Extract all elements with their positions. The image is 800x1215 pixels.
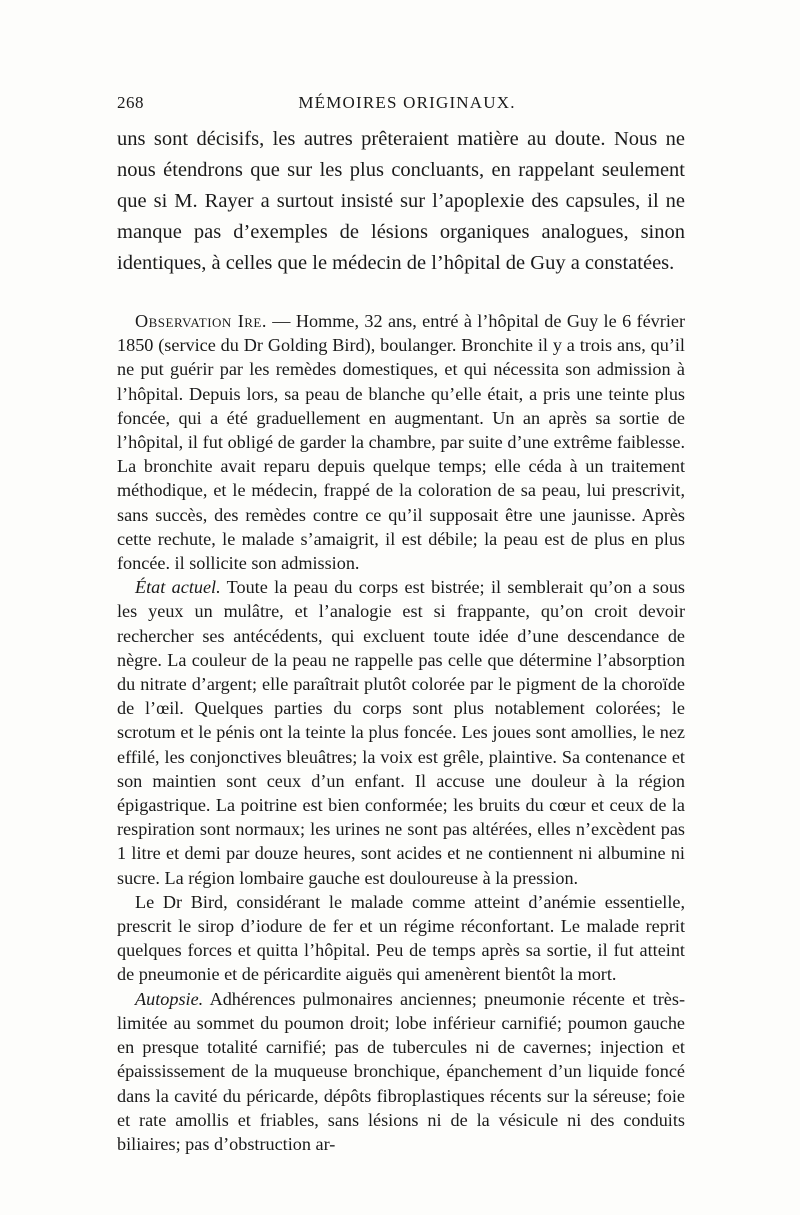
observation-block <box>117 309 685 1156</box>
observation-paragraph-treatment: Le Dr Bird, considérant le malade comme atteint d’anémie essentielle, prescrit le sirop d’iodure de fer et un régime réconfortant. Le malade reprit quelques forces et quitta l’hôpital. Peu de temps après sa sortie, il fut atteint de pneumonie et de péricardite aiguës qui amenèrent bientôt la mort. <box>117 891 685 985</box>
current-state-label: État actuel. <box>135 577 221 598</box>
observation-paragraph-current-state <box>117 575 685 890</box>
observation-paragraph-autopsy <box>117 987 685 1156</box>
current-state-text: Toute la peau du corps est bistrée; il semblerait qu’on a sous les yeux un mulâtre, et l’analogie est si frappante, qu’on croit devoir rechercher ses antécédents, qui excluent toute idée d’une descendance de nègre. La couleur de la peau ne rappelle pas celle que détermine l’absorption du nitrate d’argent; elle paraîtrait plutôt colorée par le pigment de la choroïde de l’œil. Quelques parties du corps sont plus notablement colorées; le scrotum et le pénis ont la teinte la plus foncée. Les joues sont amollies, le nez effilé, les conjonctives bleuâtres; la voix est grêle, plaintive. Sa contenance et son maintien sont ceux d’un enfant. Il accuse une douleur à la région épigastrique. La poitrine est bien conformée; les bruits du cœur et ceux de la respiration sont normaux; les urines ne sont pas altérées, elles n’excèdent pas 1 litre et demi par douze heures, sont acides et ne contiennent ni albumine ni sucre. La région lombaire gauche est douloureuse à la pression. <box>117 577 685 888</box>
autopsy-label: Autopsie. <box>135 988 204 1009</box>
running-title: MÉMOIRES ORIGINAUX. <box>298 93 516 112</box>
observation-history-text: — Homme, 32 ans, entré à l’hôpital de Guy le 6 février 1850 (service du Dr Golding Bird), boulanger. Bronchite il y a trois ans, qu’il ne put guérir par les remèdes domestiques, et qui nécessita son admission à l’hôpital. Depuis lors, sa peau de blanche qu’elle était, a pris une teinte plus foncée, qui a été graduellement en augmentant. Un an après sa sortie de l’hôpital, il fut obligé de garder la chambre, par suite d’une extrême faiblesse. La bronchite avait reparu depuis quelque temps; elle céda à un traitement méthodique, et le médecin, frappé de la coloration de sa peau, lui prescrivit, sans succès, des remèdes contre ce qu’il supposait être une jaunisse. Après cette rechute, le malade s’amaigrit, il est débile; la peau est de plus en plus foncée. il sollicite son admission. <box>117 311 685 574</box>
observation-label: Observation Ire. <box>135 311 267 331</box>
autopsy-text: Adhérences pulmonaires anciennes; pneumonie récente et très-limitée au sommet du poumon droit; lobe inférieur carnifié; poumon gauche en presque totalité carnifié; pas de tubercules ni de cavernes; injection et épaississement de la muqueuse bronchique, épanchement d’un liquide foncé dans la cavité du péricarde, dépôts fibroplastiques récents sur la séreuse; foie et rate amollis et friables, sans lésions ni de la vésicule ni des conduits biliaires; pas d’obstruction ar- <box>117 988 685 1154</box>
intro-paragraph: uns sont décisifs, les autres prêteraient matière au doute. Nous ne nous étendrons que sur les plus concluants, en rappelant seulement que si M. Rayer a surtout insisté sur l’apoplexie des capsules, il ne manque pas d’exemples de lésions organiques analogues, sinon identiques, à celles que le médecin de l’hôpital de Guy a constatées. <box>117 128 685 274</box>
running-head <box>117 93 685 121</box>
observation-paragraph-history <box>117 309 685 575</box>
page-number: 268 <box>117 93 144 112</box>
